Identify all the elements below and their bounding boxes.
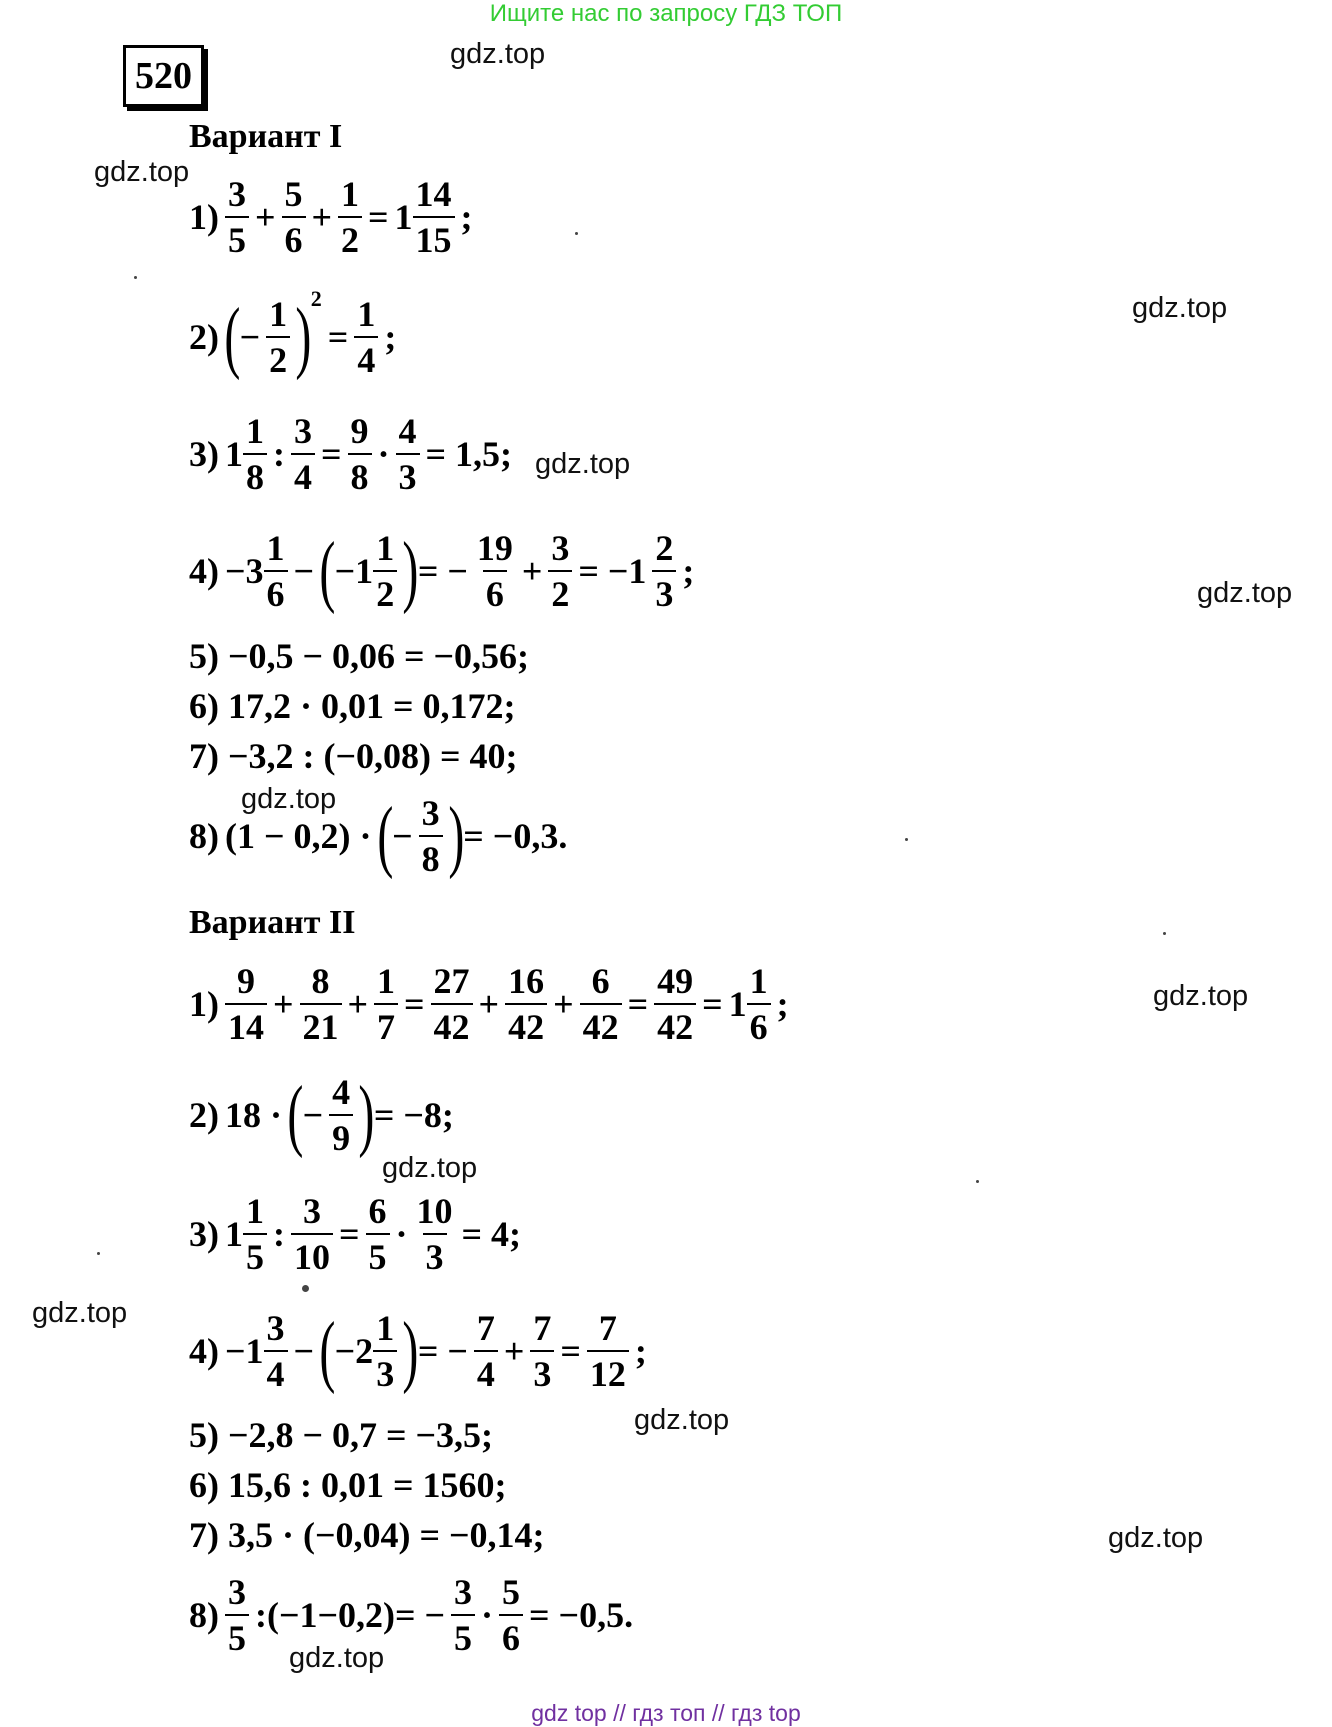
- fraction: [580, 963, 622, 1045]
- scan-speck: [905, 838, 908, 841]
- fraction: [474, 1310, 498, 1392]
- operator: ·: [481, 1595, 494, 1635]
- fraction: [530, 1310, 554, 1392]
- line-index: 3): [189, 1214, 219, 1254]
- mixed-number: [395, 176, 455, 258]
- fraction: [505, 963, 547, 1045]
- line-index: 8): [189, 816, 219, 856]
- denominator: 42: [580, 1003, 622, 1045]
- fraction: [419, 795, 443, 877]
- watermark: gdz.top: [94, 156, 190, 188]
- fraction: [373, 1310, 397, 1392]
- expression: 18 ·: [225, 1095, 283, 1135]
- denominator: 5: [243, 1233, 267, 1275]
- right-paren: ): [447, 792, 464, 880]
- numerator: 6: [591, 961, 610, 1001]
- v1-line-8: [189, 792, 573, 880]
- denominator: 5: [225, 216, 249, 258]
- denominator: 8: [243, 453, 267, 495]
- numerator: 9: [350, 411, 369, 451]
- line-index: 2): [189, 1095, 219, 1135]
- v2-line-6: 6) 15,6 : 0,01 = 1560;: [189, 1465, 507, 1505]
- denominator: 3: [396, 453, 420, 495]
- fraction: [431, 963, 473, 1045]
- numerator: 3: [228, 174, 246, 214]
- denominator: 7: [374, 1003, 398, 1045]
- denominator: 5: [451, 1614, 475, 1656]
- fraction: [373, 530, 397, 612]
- operator: +: [255, 197, 276, 237]
- numerator: 3: [421, 793, 440, 833]
- line-index: 4): [189, 551, 219, 591]
- numerator: 16: [508, 961, 545, 1001]
- operator: −: [293, 1331, 315, 1371]
- denominator: 9: [329, 1114, 353, 1156]
- numerator: 3: [303, 1191, 321, 1231]
- watermark: gdz.top: [1197, 577, 1293, 609]
- numerator: 6: [368, 1191, 387, 1231]
- fraction: [396, 413, 420, 495]
- fraction: [654, 963, 696, 1045]
- denominator: 15: [413, 216, 455, 258]
- right-paren: ): [402, 527, 419, 615]
- operator: +: [478, 984, 500, 1024]
- terminator: ;: [460, 197, 473, 237]
- mixed-number: [335, 530, 398, 612]
- whole: 1: [728, 984, 747, 1024]
- numerator: 27: [433, 961, 470, 1001]
- denominator: 3: [530, 1350, 554, 1392]
- denominator: 2: [373, 570, 397, 612]
- fraction: [225, 963, 267, 1045]
- numerator: 3: [551, 528, 570, 568]
- fraction: [413, 176, 455, 258]
- mixed-number: [729, 963, 771, 1045]
- left-paren: (: [319, 527, 336, 615]
- line-index: 4): [189, 1331, 219, 1371]
- mixed-number: [225, 1310, 288, 1392]
- denominator: 5: [225, 1614, 249, 1656]
- footer[interactable]: gdz top // гдз топ // гдз top: [531, 1700, 801, 1726]
- numerator: 7: [533, 1308, 552, 1348]
- numerator: 1: [376, 528, 395, 568]
- denominator: 2: [548, 570, 572, 612]
- line-index: 1): [189, 984, 219, 1024]
- whole: 1: [225, 434, 243, 474]
- fraction: [266, 296, 290, 378]
- fraction: [354, 296, 378, 378]
- operator: =: [368, 197, 389, 237]
- denominator: 4: [474, 1350, 498, 1392]
- operator: −: [302, 1095, 324, 1135]
- result: = −0,5.: [529, 1595, 634, 1635]
- denominator: 4: [264, 1350, 288, 1392]
- right-paren: ): [358, 1071, 375, 1159]
- operator: = −1: [578, 551, 647, 591]
- numerator: 1: [246, 411, 264, 451]
- whole: 1: [225, 1214, 243, 1254]
- numerator: 14: [415, 174, 452, 214]
- operator: +: [347, 984, 369, 1024]
- denominator: 8: [348, 453, 372, 495]
- variant-2-title: Вариант II: [189, 904, 356, 941]
- right-paren: ): [295, 293, 312, 381]
- exponent: 2: [310, 286, 322, 311]
- operator: +: [311, 197, 333, 237]
- expression: (1 − 0,2) ·: [225, 816, 372, 856]
- denominator: 42: [431, 1003, 473, 1045]
- numerator: 10: [416, 1191, 453, 1231]
- denominator: 12: [587, 1350, 629, 1392]
- numerator: 9: [237, 961, 255, 1001]
- operator: =: [321, 434, 342, 474]
- denominator: 3: [652, 570, 676, 612]
- numerator: 3: [228, 1572, 246, 1612]
- denominator: 21: [300, 1003, 342, 1045]
- fraction: [548, 530, 572, 612]
- denominator: 4: [354, 336, 378, 378]
- operator: +: [503, 1331, 525, 1371]
- watermark: gdz.top: [289, 1642, 385, 1674]
- v1-line-4: [189, 527, 700, 615]
- operator: =: [339, 1214, 360, 1254]
- terminator: ;: [682, 551, 695, 591]
- whole: −1: [334, 551, 374, 591]
- v1-line-6: 6) 17,2 · 0,01 = 0,172;: [189, 686, 516, 726]
- numerator: 4: [332, 1072, 351, 1112]
- result: = −8;: [373, 1095, 454, 1135]
- top-banner[interactable]: Ищите нас по запросу ГДЗ ТОП: [489, 0, 843, 27]
- watermark: gdz.top: [450, 38, 546, 70]
- fraction: [243, 413, 267, 495]
- denominator: 3: [373, 1350, 397, 1392]
- line-index: 1): [189, 197, 219, 237]
- fraction: [451, 1574, 475, 1656]
- fraction: [374, 963, 398, 1045]
- fraction: [652, 530, 676, 612]
- numerator: 1: [376, 1308, 395, 1348]
- scan-speck: [97, 1252, 100, 1255]
- numerator: 7: [476, 1308, 495, 1348]
- denominator: 2: [338, 216, 362, 258]
- fraction: [499, 1574, 523, 1656]
- result: = −0,3.: [463, 816, 568, 856]
- fraction: [474, 530, 516, 612]
- line-index: 8): [189, 1595, 219, 1635]
- numerator: 1: [246, 1191, 264, 1231]
- operator: :: [273, 434, 285, 474]
- whole: −2: [334, 1331, 374, 1371]
- line-index: 3): [189, 434, 219, 474]
- operator: = −: [417, 1331, 468, 1371]
- operator: =: [627, 984, 649, 1024]
- watermark: gdz.top: [382, 1152, 478, 1184]
- fraction: [414, 1193, 456, 1275]
- fraction: [300, 963, 342, 1045]
- left-paren: (: [287, 1071, 304, 1159]
- problem-number: 520: [123, 45, 204, 107]
- denominator: 10: [291, 1233, 333, 1275]
- denominator: 6: [282, 216, 306, 258]
- operator: −: [392, 816, 413, 856]
- operator: +: [273, 984, 294, 1024]
- fraction: [264, 530, 288, 612]
- fraction: [282, 176, 306, 258]
- denominator: 6: [747, 1003, 771, 1045]
- result: = 4;: [461, 1214, 522, 1254]
- scan-speck: [134, 276, 137, 279]
- fraction: [291, 1193, 333, 1275]
- line-index: 2): [189, 317, 219, 357]
- operator: :: [273, 1214, 285, 1254]
- numerator: 3: [294, 411, 312, 451]
- fraction: [366, 1193, 390, 1275]
- operator: −: [293, 551, 315, 591]
- v1-line-7: 7) −3,2 : (−0,08) = 40;: [189, 736, 518, 776]
- v1-line-5: 5) −0,5 − 0,06 = −0,56;: [189, 636, 530, 676]
- watermark: gdz.top: [535, 448, 631, 480]
- watermark: gdz.top: [1132, 292, 1228, 324]
- numerator: 3: [266, 1308, 285, 1348]
- fraction: [264, 1310, 288, 1392]
- fraction: [243, 1193, 267, 1275]
- fraction: [291, 413, 315, 495]
- watermark: gdz.top: [1108, 1522, 1204, 1554]
- fraction: [225, 1574, 249, 1656]
- fraction: [225, 176, 249, 258]
- operator: =: [702, 984, 723, 1024]
- numerator: 1: [749, 961, 768, 1001]
- numerator: 1: [341, 174, 360, 214]
- whole: 1: [394, 197, 413, 237]
- operator: ·: [377, 434, 390, 474]
- denominator: 8: [419, 835, 443, 877]
- mixed-number: [335, 1310, 398, 1392]
- operator: +: [521, 551, 543, 591]
- numerator: 5: [284, 174, 303, 214]
- mixed-number: [225, 1193, 267, 1275]
- numerator: 49: [657, 961, 694, 1001]
- v2-line-2: [189, 1071, 460, 1159]
- numerator: 8: [311, 961, 330, 1001]
- operator: =: [560, 1331, 581, 1371]
- v2-line-1: [189, 963, 795, 1045]
- v2-line-7: 7) 3,5 · (−0,04) = −0,14;: [189, 1515, 545, 1555]
- v2-line-5: 5) −2,8 − 0,7 = −3,5;: [189, 1415, 494, 1455]
- operator: +: [553, 984, 574, 1024]
- left-paren: (: [319, 1307, 336, 1395]
- fraction: [338, 176, 362, 258]
- operator: = −: [417, 551, 468, 591]
- mixed-number: [225, 413, 267, 495]
- watermark: gdz.top: [32, 1297, 128, 1329]
- scan-speck: [976, 1180, 979, 1183]
- v2-line-8: [189, 1574, 639, 1656]
- numerator: 3: [454, 1572, 473, 1612]
- v2-line-3: [189, 1193, 527, 1275]
- v2-line-4: [189, 1307, 653, 1395]
- whole: −3: [225, 551, 264, 591]
- operator: =: [404, 984, 425, 1024]
- denominator: 42: [505, 1003, 547, 1045]
- terminator: ;: [634, 1331, 647, 1371]
- scan-speck: [1163, 932, 1166, 935]
- terminator: ;: [384, 317, 397, 357]
- numerator: 2: [655, 528, 674, 568]
- numerator: 1: [357, 294, 376, 334]
- left-paren: (: [224, 293, 241, 381]
- denominator: 5: [366, 1233, 390, 1275]
- numerator: 5: [502, 1572, 521, 1612]
- denominator: 6: [483, 570, 507, 612]
- right-paren: ): [402, 1307, 419, 1395]
- v1-line-1: [189, 176, 479, 258]
- terminator: ;: [776, 984, 789, 1024]
- result: = 1,5;: [425, 434, 513, 474]
- numerator: 1: [266, 528, 285, 568]
- denominator: 14: [225, 1003, 267, 1045]
- denominator: 3: [423, 1233, 447, 1275]
- scan-speck: [302, 1285, 309, 1292]
- numerator: 7: [598, 1308, 617, 1348]
- numerator: 1: [377, 961, 396, 1001]
- numerator: 19: [476, 528, 513, 568]
- denominator: 4: [291, 453, 315, 495]
- fraction: [747, 963, 771, 1045]
- watermark: gdz.top: [1153, 980, 1249, 1012]
- fraction: [587, 1310, 629, 1392]
- operator: −: [239, 317, 261, 357]
- variant-1-title: Вариант I: [189, 118, 343, 155]
- v1-line-2: [189, 286, 402, 381]
- denominator: 42: [654, 1003, 696, 1045]
- left-paren: (: [376, 792, 393, 880]
- expression: :(−1−0,2)= −: [255, 1595, 446, 1635]
- operator: ·: [395, 1214, 408, 1254]
- mixed-number: [225, 530, 288, 612]
- numerator: 4: [398, 411, 417, 451]
- fraction: [329, 1074, 353, 1156]
- operator: =: [327, 317, 349, 357]
- v1-line-3: [189, 413, 518, 495]
- numerator: 1: [269, 294, 288, 334]
- fraction: [348, 413, 372, 495]
- scan-speck: [575, 232, 578, 235]
- denominator: 6: [264, 570, 288, 612]
- denominator: 6: [499, 1614, 523, 1656]
- watermark: gdz.top: [241, 783, 337, 815]
- whole: −1: [225, 1331, 264, 1371]
- watermark: gdz.top: [634, 1404, 730, 1436]
- denominator: 2: [266, 336, 290, 378]
